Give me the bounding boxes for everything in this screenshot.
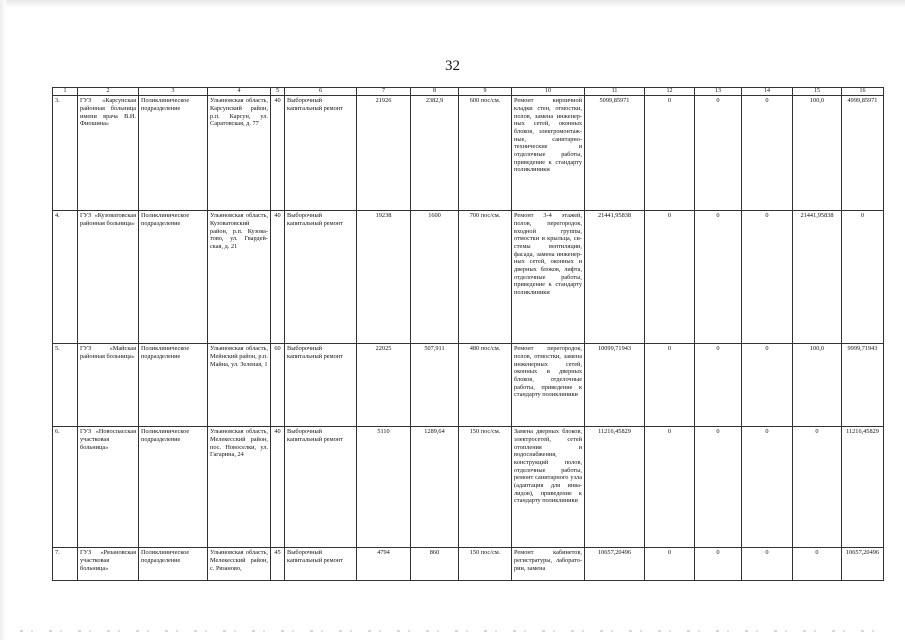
page-number: 32	[445, 58, 460, 74]
area-cell: 5110	[357, 427, 411, 548]
year-cell: 0	[645, 96, 695, 211]
col-header: 14	[742, 88, 793, 96]
area-cell: 21926	[357, 96, 411, 211]
col-header: 8	[411, 88, 459, 96]
unit-cell: Поликлиническое подразделение	[139, 211, 208, 344]
year-cell: 0	[695, 96, 742, 211]
year-cell: 4999,85971	[842, 96, 884, 211]
visits-cell: 480 пос/см.	[459, 344, 512, 427]
volume-cell: 507,911	[411, 344, 459, 427]
col-header: 12	[645, 88, 695, 96]
col-header: 4	[208, 88, 271, 96]
year-cell: 100,0	[793, 96, 842, 211]
col-header: 13	[695, 88, 742, 96]
institution-cell: ГУЗ «Карсунская районная больница имени врача В.И. Фиошина»	[78, 96, 139, 211]
repair-type-cell: Выборочный капитальный ремонт	[285, 427, 357, 548]
unit-cell: Поликлиническое подразделение	[139, 344, 208, 427]
area-cell: 22025	[357, 344, 411, 427]
col-header: 7	[357, 88, 411, 96]
year-cell: 100,0	[793, 344, 842, 427]
institution-cell: ГУЗ «Рязановская участковая больница»	[78, 548, 139, 581]
capacity-cell: 45	[271, 548, 285, 581]
visits-cell: 150 пос/см.	[459, 427, 512, 548]
row-number: 3.	[53, 96, 78, 211]
repair-type-cell: Выборочный капитальный ремонт	[285, 96, 357, 211]
row-number: 4.	[53, 211, 78, 344]
repair-type-cell: Выборочный капитальный ремонт	[285, 344, 357, 427]
year-cell: 0	[645, 548, 695, 581]
capacity-cell: 40	[271, 427, 285, 548]
institution-cell: ГУЗ «Новоспасская участковая больница»	[78, 427, 139, 548]
total-cell: 10657,20496	[585, 548, 645, 581]
column-number-row	[53, 88, 884, 96]
repair-type-cell: Выборочный капитальный ремонт	[285, 211, 357, 344]
address-cell: Ульяновская область, Мелекесский район, с. Рязаново,	[208, 548, 271, 581]
total-cell: 10099,71943	[585, 344, 645, 427]
year-cell: 0	[695, 211, 742, 344]
year-cell: 0	[742, 96, 793, 211]
unit-cell: Поликлиническое подразделение	[139, 548, 208, 581]
col-header: 16	[842, 88, 884, 96]
year-cell: 11216,45829	[842, 427, 884, 548]
col-header: 2	[78, 88, 139, 96]
table-row	[53, 344, 884, 427]
volume-cell: 2382,9	[411, 96, 459, 211]
year-cell: 0	[742, 548, 793, 581]
year-cell: 0	[645, 427, 695, 548]
year-cell: 0	[793, 427, 842, 548]
year-cell: 9999,71943	[842, 344, 884, 427]
capacity-cell: 40	[271, 96, 285, 211]
total-cell: 5099,85971	[585, 96, 645, 211]
works-cell: Ремонт 3-4 этажей, полов, перегородок, входной группы, отмостки и крыльца, системы вентиляции, фасада, замена инженерных сетей, оконных и дверных блоков, лифта, отделочные работы, приведение к стандарту поликлиники	[512, 211, 585, 344]
total-cell: 21441,95838	[585, 211, 645, 344]
table-row	[53, 427, 884, 548]
area-cell: 4794	[357, 548, 411, 581]
visits-cell: 600 пос/см.	[459, 96, 512, 211]
scan-edge-left	[0, 0, 6, 640]
institution-cell: ГУЗ «Майская районная больница»	[78, 344, 139, 427]
year-cell: 21441,95838	[793, 211, 842, 344]
year-cell: 0	[695, 427, 742, 548]
year-cell: 0	[695, 548, 742, 581]
year-cell: 0	[742, 344, 793, 427]
scan-artifact-line	[20, 630, 885, 632]
scan-edge-top	[0, 0, 905, 8]
visits-cell: 700 пос/см.	[459, 211, 512, 344]
row-number: 7.	[53, 548, 78, 581]
works-cell: Ремонт кабинетов, регистратуры, лаборатории, замена	[512, 548, 585, 581]
col-header: 6	[285, 88, 357, 96]
volume-cell: 1289,64	[411, 427, 459, 548]
col-header: 3	[139, 88, 208, 96]
total-cell: 11216,45829	[585, 427, 645, 548]
repair-type-cell: Выборочный капитальный ремонт	[285, 548, 357, 581]
unit-cell: Поликлиническое подразделение	[139, 427, 208, 548]
address-cell: Ульяновская область, Карсунский район, р.п. Карсун, ул. Саратовская, д. 77	[208, 96, 271, 211]
volume-cell: 1600	[411, 211, 459, 344]
repair-program-table	[52, 87, 884, 581]
address-cell: Ульяновская область, Кузоватовский район, р.п. Кузоватово, ул. Гвардейская, д. 21	[208, 211, 271, 344]
col-header: 5	[271, 88, 285, 96]
table-row	[53, 548, 884, 581]
col-header: 10	[512, 88, 585, 96]
row-number: 6.	[53, 427, 78, 548]
volume-cell: 860	[411, 548, 459, 581]
col-header: 9	[459, 88, 512, 96]
works-cell: Замена дверных блоков, электросетей, сетей отопления и водоснабжения, конструкций полов, отделочные работы, ремонт санитарного узла (адаптация для инвалидов), приведение к стандарту поликлиники	[512, 427, 585, 548]
row-number: 5.	[53, 344, 78, 427]
year-cell: 0	[742, 211, 793, 344]
works-cell: Ремонт перегородок, полов, отмостки, замена инженерных сетей, оконных и дверных блоков, отделочные работы, приведение к стандарту поликлиники	[512, 344, 585, 427]
year-cell: 0	[793, 548, 842, 581]
year-cell: 0	[842, 211, 884, 344]
unit-cell: Поликлиническое подразделение	[139, 96, 208, 211]
year-cell: 0	[695, 344, 742, 427]
year-cell: 0	[645, 344, 695, 427]
table-row	[53, 96, 884, 211]
address-cell: Ульяновская область, Мейнский район, р.п. Майна, ул. Зеленая, 1	[208, 344, 271, 427]
year-cell: 0	[645, 211, 695, 344]
capacity-cell: 40	[271, 211, 285, 344]
col-header: 11	[585, 88, 645, 96]
area-cell: 19238	[357, 211, 411, 344]
year-cell: 0	[742, 427, 793, 548]
capacity-cell: 60	[271, 344, 285, 427]
works-cell: Ремонт кирпичной кладки стен, отмостки, полов, замена инженерных сетей, оконных блоков, электромонтажные, санитарно-технические и отделочные работы, приведение к стандарту поликлиники	[512, 96, 585, 211]
table-row	[53, 211, 884, 344]
col-header: 15	[793, 88, 842, 96]
visits-cell: 150 пос/см.	[459, 548, 512, 581]
year-cell: 10657,20496	[842, 548, 884, 581]
address-cell: Ульяновская область, Мелекесский район, пос. Новоселки, ул. Гагарина, 24	[208, 427, 271, 548]
col-header: 1	[53, 88, 78, 96]
institution-cell: ГУЗ «Кузоватовская районная больница»	[78, 211, 139, 344]
